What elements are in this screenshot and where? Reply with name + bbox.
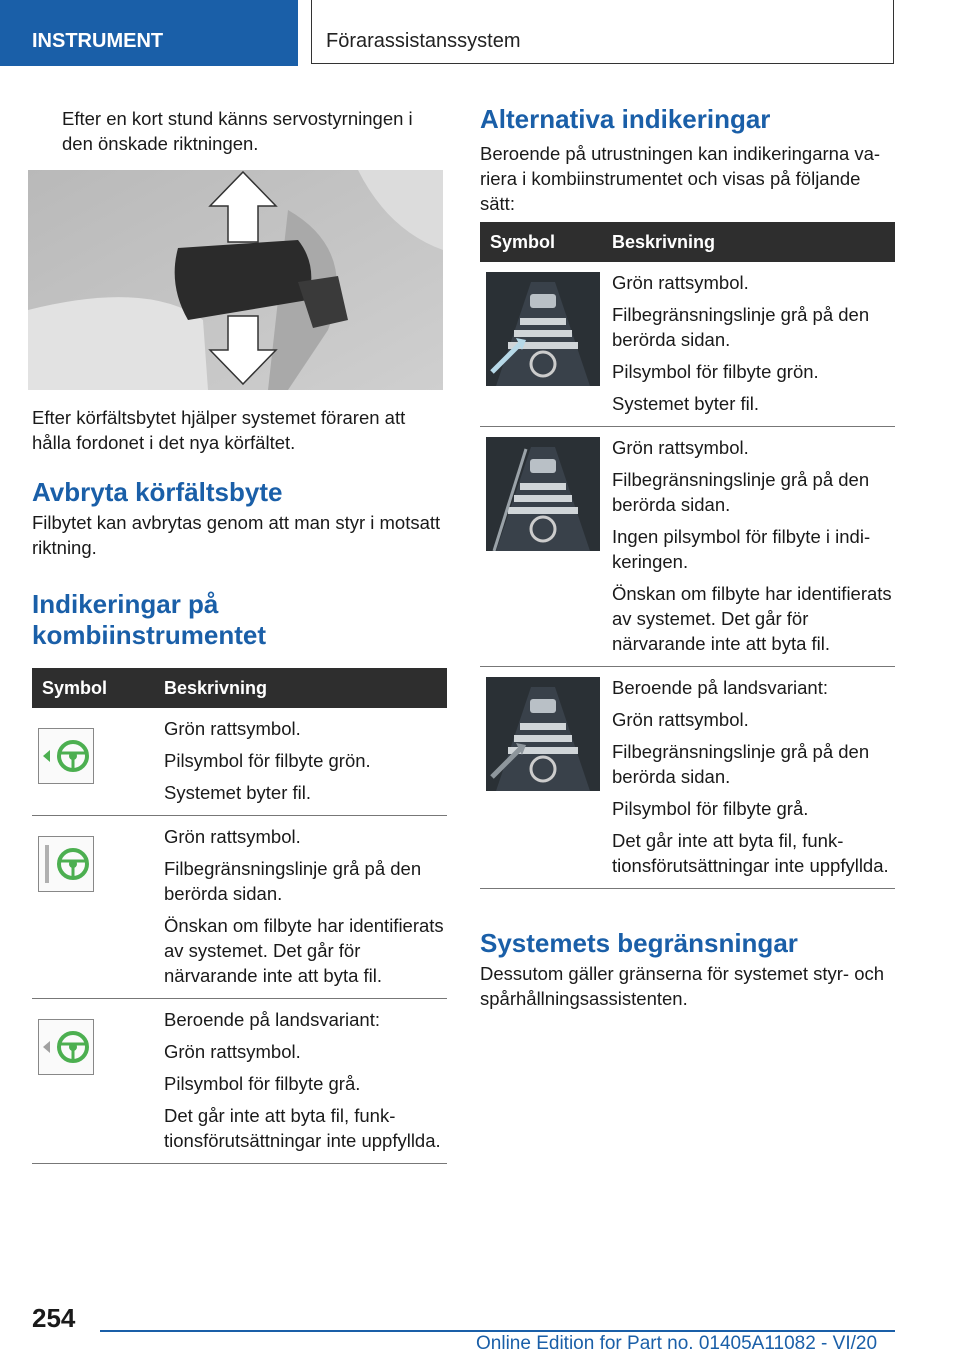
lane-change-display-green-arrow-icon [486, 272, 600, 386]
stalk-illustration [28, 170, 443, 390]
section-tab [0, 0, 298, 66]
chapter-tab [311, 0, 894, 64]
table-row [32, 816, 447, 999]
after-image-text: Efter körfältsbytet hjälper systemet föraren att hålla fordonet i det nya körfältet. [32, 407, 406, 453]
limits-heading: Systemets begränsningar [480, 928, 798, 958]
row-line: Grön rattsymbol. [164, 826, 301, 847]
table-row [32, 708, 447, 816]
row-line: Det går inte att byta fil, funktionsförutsättningar inte uppfyllda. [164, 1105, 441, 1151]
steering-lane-line-grey-icon [38, 836, 94, 892]
alternative-heading: Alternativa indikeringar [480, 104, 771, 134]
cancel-text: Filbytet kan avbrytas genom att man styr i motsatt riktning. [32, 512, 441, 558]
section-title: INSTRUMENT [32, 30, 164, 52]
row-line: Filbegränsningslinje grå på den berörda sidan. [612, 741, 870, 787]
row-line: Beroende på landsvariant: [612, 677, 828, 698]
row-line: Ingen pilsymbol för filbyte i indikeringen. [612, 526, 871, 572]
col-symbol: Symbol [480, 222, 602, 262]
row-line: Det går inte att byta fil, funktionsförutsättningar inte uppfyllda. [612, 830, 889, 876]
footer-divider [100, 1330, 895, 1332]
row-line: Grön rattsymbol. [164, 1041, 301, 1062]
row-line: Pilsymbol för filbyte grön. [612, 361, 819, 382]
edition-text: Online Edition for Part no. 01405A11082 - VI/20 [476, 1333, 878, 1354]
steering-lane-change-green-icon [38, 728, 94, 784]
col-description: Beskrivning [602, 222, 895, 262]
row-line: Pilsymbol för filbyte grå. [164, 1073, 361, 1094]
col-symbol: Symbol [32, 668, 154, 708]
lane-change-display-grey-arrow-icon [486, 677, 600, 791]
row-line: Pilsymbol för filbyte grön. [164, 750, 371, 771]
row-line: Systemet byter fil. [164, 782, 312, 803]
row-line: Systemet byter fil. [612, 393, 760, 414]
row-line: Grön rattsymbol. [612, 709, 749, 730]
indicators-table [32, 668, 447, 1164]
row-line: Pilsymbol för filbyte grå. [612, 798, 809, 819]
lane-change-display-line-icon [486, 437, 600, 551]
alternative-table [480, 222, 895, 889]
row-line: Grön rattsymbol. [612, 437, 749, 458]
cancel-heading: Avbryta körfältsbyte [32, 477, 283, 507]
row-line: Önskan om filbyte har identifierats av systemet. Det går för närvarande inte att byta fil. [612, 583, 892, 654]
chapter-title: Förarassistanssystem [326, 30, 521, 52]
col-description: Beskrivning [154, 668, 447, 708]
indicators-heading: Indikeringar på kombiinstrumentet [32, 589, 267, 650]
table-row [480, 667, 895, 889]
row-line: Grön rattsymbol. [612, 272, 749, 293]
steering-lane-change-grey-icon [38, 1019, 94, 1075]
table-row [480, 262, 895, 427]
page-number: 254 [32, 1303, 76, 1333]
alternative-text: Beroende på utrustningen kan indikeringarna variera i kombiinstrumentet och visas på följande sätt: [480, 143, 881, 214]
table-row [480, 427, 895, 667]
table-row [32, 999, 447, 1164]
row-line: Filbegränsningslinje grå på den berörda sidan. [612, 469, 870, 515]
row-line: Filbegränsningslinje grå på den berörda sidan. [164, 858, 422, 904]
intro-text: Efter en kort stund känns servostyrningen i den önskade riktningen. [62, 108, 413, 154]
row-line: Beroende på landsvariant: [164, 1009, 380, 1030]
row-line: Filbegränsningslinje grå på den berörda sidan. [612, 304, 870, 350]
limits-text: Dessutom gäller gränserna för systemet styr- och spårhållningsassistenten. [480, 963, 885, 1009]
row-line: Önskan om filbyte har identifierats av systemet. Det går för närvarande inte att byta fil. [164, 915, 444, 986]
row-line: Grön rattsymbol. [164, 718, 301, 739]
